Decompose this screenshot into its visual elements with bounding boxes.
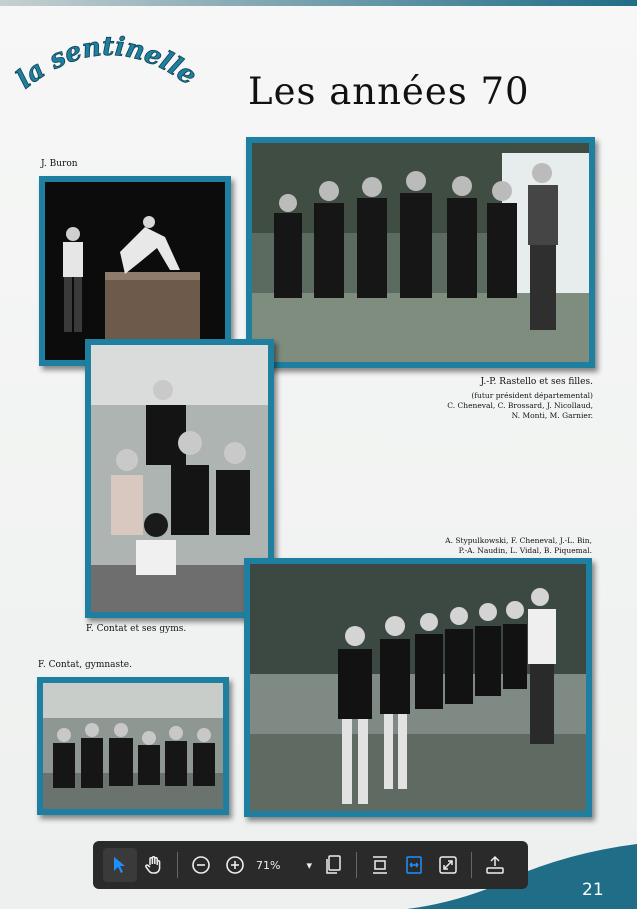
chevron-down-icon: ▾ [306,858,312,872]
caption-rastello-line4: N. Monti, M. Garnier. [511,411,593,420]
page-number: 21 [582,880,604,900]
caption-contat-gyms: F. Contat et ses gyms. [86,624,187,634]
toolbar-divider [356,852,357,878]
caption-contat-gymnaste: F. Contat, gymnaste. [38,660,132,670]
page-title: Les années 70 [248,70,530,113]
photo-rastello [246,137,595,368]
photo-contat-gymnaste [37,677,229,815]
hand-icon[interactable] [137,848,171,882]
toolbar-divider [471,852,472,878]
caption-boys-line1: A. Stypulkowski, F. Cheneval, J.-L. Bin, [445,536,592,545]
caption-boys-line2: P.-A. Naudin, L. Vidal, B. Piquemal. [458,546,592,555]
sentinelle-logo [14,30,204,100]
toolbar-divider [177,852,178,878]
logo-text: a sentinelle [19,31,202,92]
upload-icon[interactable] [478,848,512,882]
photo-boys [244,558,592,817]
svg-text:la sentinelle [14,32,202,95]
fit-width-icon[interactable] [397,848,431,882]
zoom-out-icon[interactable] [184,848,218,882]
viewer-toolbar [93,841,528,889]
zoom-in-icon[interactable] [218,848,252,882]
zoom-dropdown[interactable] [252,859,316,872]
photo-buron [39,176,231,366]
zoom-value: 71% [256,858,281,872]
caption-rastello-line3: C. Cheneval, C. Brossard, J. Nicollaud, [447,401,593,410]
pointer-icon[interactable] [103,848,137,882]
caption-buron: J. Buron [41,159,78,169]
top-strip [0,0,637,6]
page-icon[interactable] [316,848,350,882]
fit-page-icon[interactable] [363,848,397,882]
fullscreen-icon[interactable] [431,848,465,882]
caption-rastello-sub: (futur président départemental) [471,391,593,400]
caption-rastello-main: J.-P. Rastello et ses filles. [480,377,593,387]
